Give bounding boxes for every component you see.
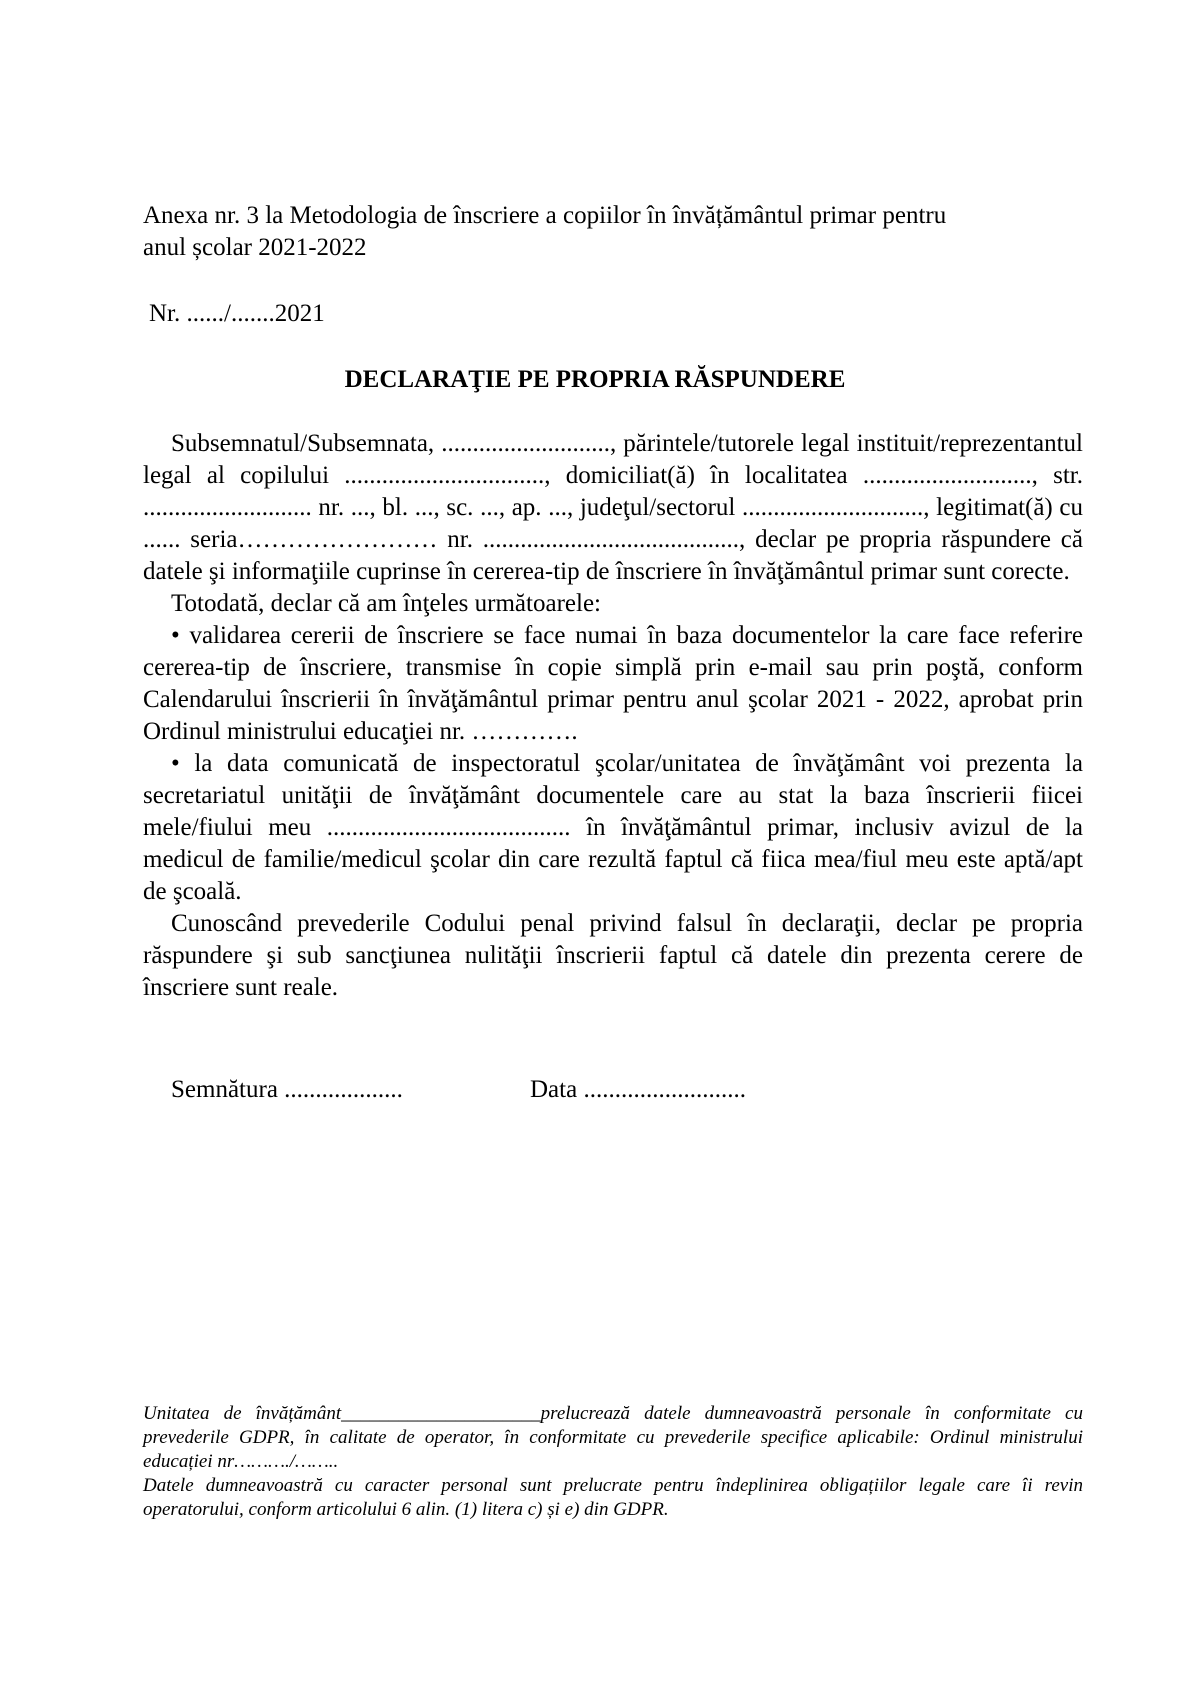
declaration-bullet-validation: • validarea cererii de înscriere se face numai în baza documentelor la care face referire cererea-tip de înscriere, transmise în copie simplă prin e-mail sau prin poştă, conform Calendarului înscrierii în învăţământul primar pentru anul şcolar 2021 - 2022, aprobat prin Ordinul ministrului educaţiei nr. …………. <box>143 622 1083 745</box>
declaration-paragraph-penal: Cunoscând prevederile Codului penal privind falsul în declaraţii, declar pe propria răspundere şi sub sancţiunea nulităţii înscrierii faptul că datele din prezenta cerere de înscriere sunt reale. <box>143 910 1083 1001</box>
declaration-bullet-documents: • la data comunicată de inspectoratul şcolar/unitatea de învăţământ voi prezenta la secretariatul unităţii de învăţământ documentele care au stat la baza înscrierii fiicei mele/fiului meu ....................................... în învăţământul primar, inclusiv avizul de la medicul de familie/medicul şcolar din care rezultă faptul că fiica mea/fiul meu este aptă/apt de şcoală. <box>143 750 1083 905</box>
declaration-body <box>143 428 1083 1004</box>
declaration-paragraph-intro: Totodată, declar că am înţeles următoarele: <box>171 590 601 617</box>
annex-reference <box>143 200 1053 264</box>
date-line: Data .......................... <box>530 1076 746 1103</box>
gdpr-notice-operator: Unitatea de învățământ_____________________prelucrează datele dumneavoastră personale în conformitate cu prevederile GDPR, în calitate de operator, în conformitate cu prevederile specifice aplicabile: Ordinul ministrului educației nr………./…….. <box>143 1403 1083 1472</box>
gdpr-notice-legal-basis: Datele dumneavoastră cu caracter personal sunt prelucrate pentru îndeplinirea obligațiilor legale care îi revin operatorului, conform articolului 6 alin. (1) litera c) și e) din GDPR. <box>143 1475 1083 1520</box>
annex-line-2: anul școlar 2021-2022 <box>143 234 367 261</box>
registration-number: Nr. ....../.......2021 <box>149 300 325 327</box>
annex-line-1: Anexa nr. 3 la Metodologia de înscriere a copiilor în învățământul primar pentru <box>143 202 947 229</box>
document-title: DECLARAŢIE PE PROPRIA RĂSPUNDERE <box>344 366 846 393</box>
declaration-paragraph-identity: Subsemnatul/Subsemnata, ..........................., părintele/tutorele legal instituit/reprezentantul legal al copilului ................................, domiciliat(ă) în localitatea ..........................., str. ........................... nr. ..., bl. ..., sc. ..., ap. ..., judeţul/sectorul ............................., legitimat(ă) cu ...... seria…………………… nr. ........................................., declar pe propria răspundere că datele şi informaţiile cuprinse în cererea-tip de înscriere în învăţământul primar sunt corecte. <box>143 430 1083 585</box>
signature-line: Semnătura ................... <box>171 1076 403 1103</box>
gdpr-notice <box>143 1402 1083 1522</box>
